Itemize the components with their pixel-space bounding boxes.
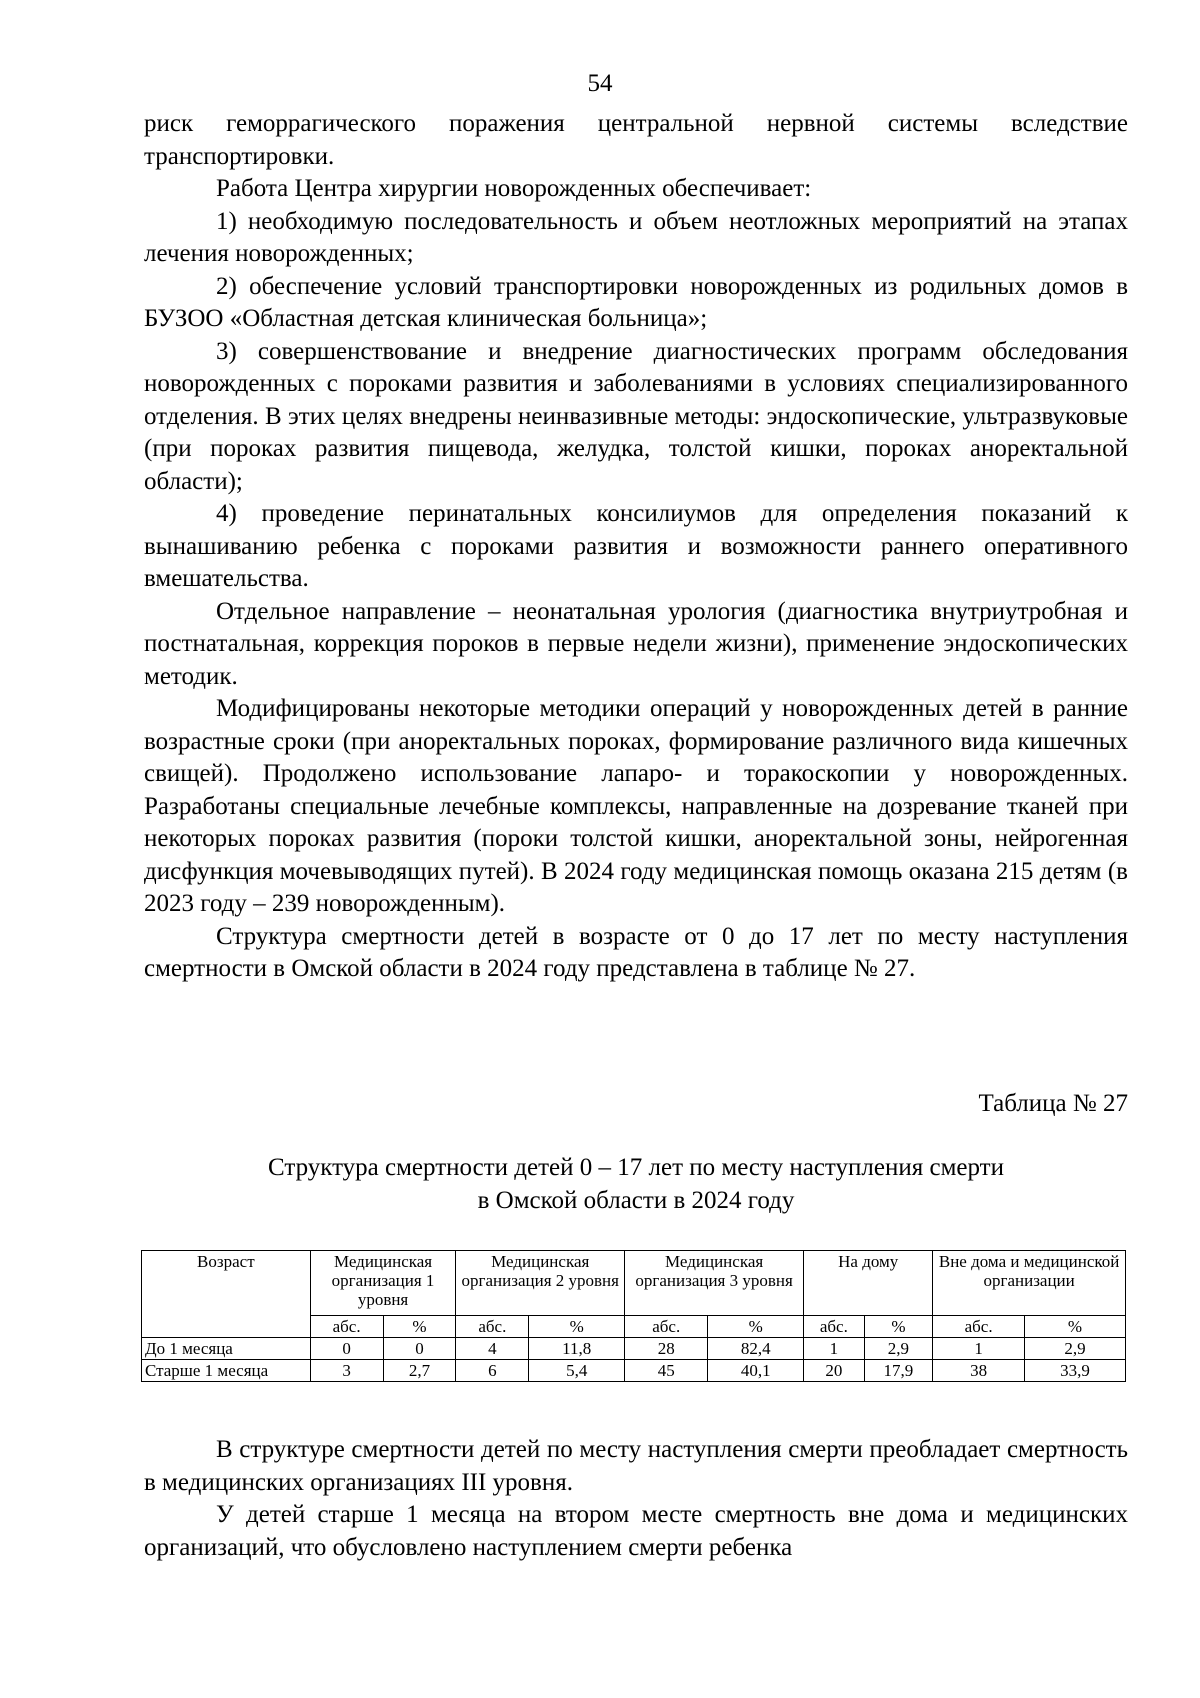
table-row [142,1360,1126,1382]
table-cell: 5,4 [529,1360,625,1382]
page-number: 54 [587,70,613,97]
table-cell: 2,9 [1024,1338,1125,1360]
table-cell: 17,9 [864,1360,933,1382]
table-cell: 1 [804,1338,864,1360]
table-cell: 2,7 [383,1360,456,1382]
table-cell: 0 [310,1338,383,1360]
table-cell: 45 [625,1360,708,1382]
group-header: Вне дома и медицинской организации [933,1251,1126,1316]
table-cell: 82,4 [708,1338,804,1360]
table-cell: 2,9 [864,1338,933,1360]
paragraph: риск геморрагического поражения центральной нервной системы вследствие транспортировки. [144,110,1128,170]
table-cell: 33,9 [1024,1360,1125,1382]
table-row [142,1338,1126,1360]
body-text [144,108,1128,986]
sub-header-pct: % [1024,1316,1125,1338]
group-header: Медицинская организация 3 уровня [625,1251,804,1316]
group-header: На дому [804,1251,933,1316]
table-title-line: Структура смертности детей 0 – 17 лет по месту наступления смерти [268,1154,1004,1181]
table-cell: 20 [804,1360,864,1382]
sub-header-abs: абс. [625,1316,708,1338]
table-label: Таблица № 27 [978,1090,1128,1117]
table-cell: 0 [383,1338,456,1360]
table-title-line: в Омской области в 2024 году [477,1186,795,1214]
table-cell: 4 [456,1338,529,1360]
age-header: Возраст [142,1251,311,1338]
paragraph: 2) обеспечение условий транспортировки новорожденных из родильных домов в БУЗОО «Областная детская клиническая больница»; [144,272,1128,332]
paragraph: Работа Центра хирургии новорожденных обеспечивает: [216,175,812,202]
sub-header-pct: % [383,1316,456,1338]
paragraph: Структура смертности детей в возрасте от 0 до 17 лет по месту наступления смертности в Омской области в 2024 году представлена в таблице № 27. [144,922,1128,982]
sub-header-pct: % [864,1316,933,1338]
group-header: Медицинская организация 2 уровня [456,1251,625,1316]
paragraph: Модифицированы некоторые методики операций у новорожденных детей в ранние возрастные сроки (при аноректальных пороках, формирование различного вида кишечных свищей). Продолжено использование лапаро- и торакоскопии у новорожденных. Разработаны специальные лечебные комплексы, направленные на дозревание тканей при некоторых пороках развития (пороки толстой кишки, аноректальной зоны, нейрогенная дисфункция мочевыводящих путей). В 2024 году медицинская помощь оказана 215 детям (в 2023 году – 239 новорожденным). [144,695,1128,917]
sub-header-pct: % [708,1316,804,1338]
sub-header-abs: абс. [804,1316,864,1338]
table-cell: 11,8 [529,1338,625,1360]
paragraph: 4) проведение перинатальных консилиумов для определения показаний к вынашиванию ребенка с пороками развития и возможности раннего оперативного вмешательства. [144,500,1128,592]
sub-header-abs: абс. [456,1316,529,1338]
table-body [142,1338,1126,1382]
paragraph: В структуре смертности детей по месту наступления смерти преобладает смертность в медицинских организациях III уровня. [144,1436,1128,1496]
table-cell: 6 [456,1360,529,1382]
table-title [144,1152,1128,1217]
sub-header-abs: абс. [310,1316,383,1338]
sub-header-pct: % [529,1316,625,1338]
paragraph: У детей старше 1 месяца на втором месте смертность вне дома и медицинских организаций, что обусловлено наступлением смерти ребенка [144,1501,1128,1561]
row-label: До 1 месяца [142,1338,311,1360]
paragraph: 1) необходимую последовательность и объем неотложных мероприятий на этапах лечения новорожденных; [144,207,1128,267]
mortality-table [141,1250,1126,1382]
row-label: Старше 1 месяца [142,1360,311,1382]
table-cell: 38 [933,1360,1025,1382]
table-cell: 1 [933,1338,1025,1360]
paragraph: Отдельное направление – неонатальная урология (диагностика внутриутробная и постнатальная, коррекция пороков в первые недели жизни), применение эндоскопических методик. [144,597,1128,690]
table-cell: 3 [310,1360,383,1382]
paragraph: 3) совершенствование и внедрение диагностических программ обследования новорожденных с пороками развития и заболеваниями в условиях специализированного отделения. В этих целях внедрены неинвазивные методы: эндоскопические, ультразвуковые (при пороках развития пищевода, желудка, толстой кишки, пороках аноректальной области); [144,337,1128,495]
after-table-text [144,1434,1128,1564]
group-header: Медицинская организация 1 уровня [310,1251,456,1316]
table-cell: 40,1 [708,1360,804,1382]
sub-header-abs: абс. [933,1316,1025,1338]
table-cell: 28 [625,1338,708,1360]
